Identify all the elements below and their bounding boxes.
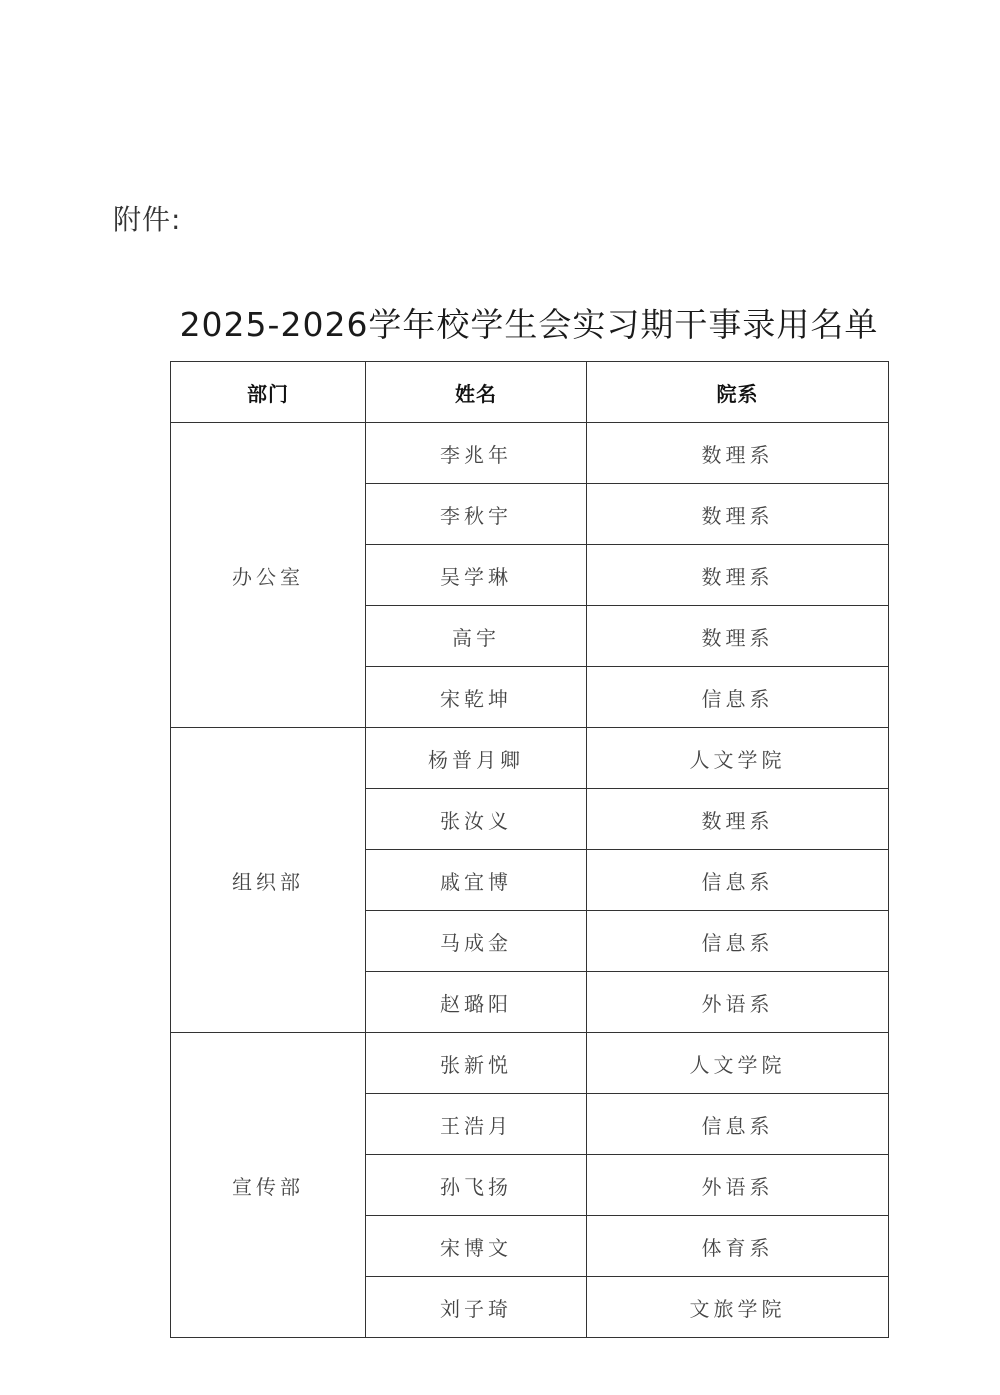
college-cell: 体育系: [587, 1216, 889, 1277]
name-cell: 吴学琳: [366, 545, 587, 606]
name-cell: 高宇: [366, 606, 587, 667]
name-cell: 宋乾坤: [366, 667, 587, 728]
college-cell: 信息系: [587, 1094, 889, 1155]
college-cell: 数理系: [587, 606, 889, 667]
name-cell: 杨普月卿: [366, 728, 587, 789]
college-cell: 外语系: [587, 972, 889, 1033]
college-cell: 数理系: [587, 423, 889, 484]
name-cell: 刘子琦: [366, 1277, 587, 1338]
college-cell: 人文学院: [587, 728, 889, 789]
header-name: 姓名: [366, 362, 587, 423]
name-cell: 马成金: [366, 911, 587, 972]
header-college: 院系: [587, 362, 889, 423]
name-cell: 张汝义: [366, 789, 587, 850]
attachment-label: 附件:: [113, 203, 182, 236]
department-cell: 宣传部: [171, 1033, 366, 1338]
table-row: [171, 728, 889, 789]
name-cell: 李兆年: [366, 423, 587, 484]
name-cell: 孙飞扬: [366, 1155, 587, 1216]
name-cell: 王浩月: [366, 1094, 587, 1155]
name-cell: 李秋宇: [366, 484, 587, 545]
name-cell: 戚宜博: [366, 850, 587, 911]
name-cell: 张新悦: [366, 1033, 587, 1094]
name-cell: 赵璐阳: [366, 972, 587, 1033]
college-cell: 数理系: [587, 484, 889, 545]
college-cell: 信息系: [587, 850, 889, 911]
department-cell: 办公室: [171, 423, 366, 728]
document-title: 2025-2026学年校学生会实习期干事录用名单: [179, 305, 879, 344]
college-cell: 数理系: [587, 545, 889, 606]
roster-table: [170, 361, 889, 1338]
college-cell: 人文学院: [587, 1033, 889, 1094]
table-row: [171, 423, 889, 484]
name-cell: 宋博文: [366, 1216, 587, 1277]
college-cell: 数理系: [587, 789, 889, 850]
college-cell: 外语系: [587, 1155, 889, 1216]
table-row: [171, 1033, 889, 1094]
college-cell: 文旅学院: [587, 1277, 889, 1338]
header-department: 部门: [171, 362, 366, 423]
table-header-row: [171, 362, 889, 423]
department-cell: 组织部: [171, 728, 366, 1033]
college-cell: 信息系: [587, 667, 889, 728]
college-cell: 信息系: [587, 911, 889, 972]
